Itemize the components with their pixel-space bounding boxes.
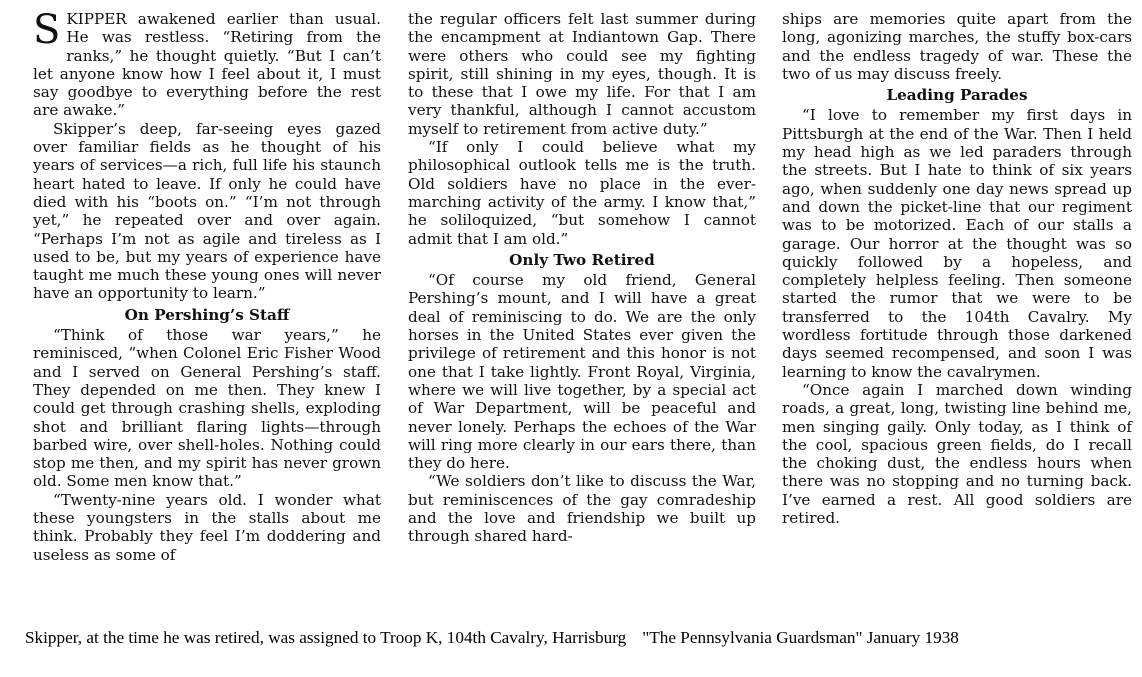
article-paragraph: the regular officers felt last summer during the encampment at Indiantown Gap. There were others who could see my fighting spirit, still shining in my eyes, though. It is to these that I owe my life. For that I am very thankful, although I cannot accustom myself to retirement from active duty.”	[408, 10, 756, 138]
paragraph-text: KIPPER awakened earlier than usual. He was restless. “Retiring from the ranks,” he thought quietly. “But I can’t let anyone know how I feel about it, I must say goodbye to everything before the rest are awake.”	[33, 10, 381, 120]
drop-cap: S	[33, 7, 61, 53]
article-paragraph: ships are memories quite apart from the long, agonizing marches, the stuffy box-cars and the endless tragedy of war. These the two of us may discuss freely.	[782, 10, 1132, 83]
article-paragraph: “I love to remember my first days in Pittsburgh at the end of the War. Then I held my head high as we led paraders through the streets. But I hate to think of six years ago, when suddenly one day news spread up and down the picket-line that our regiment was to be motorized. Each of our stalls a garage. Our horror at the thought was so quickly followed by a hopeless, and completely helpless feeling. Then someone started the rumor that we were to be transferred to the 104th Cavalry. My wordless fortitude through those darkened days seemed recompensed, and soon I was learning to know the cavalrymen.	[782, 106, 1132, 381]
caption-source: "The Pennsylvania Guardsman" January 1938	[642, 628, 959, 647]
article-paragraph: Skipper’s deep, far-seeing eyes gazed over familiar fields as he thought of his years of services—a rich, full life his staunch heart hated to leave. If only he could have died with his “boots on.” “I’m not through yet,” he repeated over and over again. “Perhaps I’m not as agile and tireless as I used to be, but my years of experience have taught me much these young ones will never have an opportunity to learn.”	[33, 119, 381, 303]
article-paragraph	[33, 7, 381, 120]
section-heading: On Pershing’s Staff	[124, 305, 290, 324]
caption-text: Skipper, at the time he was retired, was assigned to Troop K, 104th Cavalry, Harrisburg	[25, 628, 627, 647]
section-heading: Only Two Retired	[509, 250, 655, 269]
photo-caption	[25, 628, 1142, 648]
article-column-2	[408, 10, 756, 546]
article-paragraph: “We soldiers don’t like to discuss the War, but reminiscences of the gay comradeship and the love and friendship we built up through shared hard-	[408, 472, 756, 546]
article-paragraph: “Once again I marched down winding roads, a great, long, twisting line behind me, men singing gaily. Only today, as I think of the cool, spacious green fields, do I recall the choking dust, the endless hours when there was no stopping and no turning back. I’ve earned a rest. All good soldiers are retired.	[782, 380, 1132, 528]
article-paragraph: “Of course my old friend, General Pershing’s mount, and I will have a great deal of reminiscing to do. We are the only horses in the United States ever given the privilege of retirement and this honor is not one that I take lightly. Front Royal, Virginia, where we will live together, by a special act of War Department, will be peaceful and never lonely. Perhaps the echoes of the War will ring more clearly in our ears there, than they do here.	[408, 271, 756, 473]
section-heading: Leading Parades	[886, 86, 1028, 105]
article-column-3	[782, 10, 1132, 527]
article-paragraph: “Twenty-nine years old. I wonder what these youngsters in the stalls about me think. Probably they feel I’m doddering and useless as some of	[33, 490, 381, 564]
article-paragraph: “If only I could believe what my philosophical outlook tells me is the truth. Old soldiers have no place in the ever-marching activity of the army. I know that,” he soliloquized, “but somehow I cannot admit that I am old.”	[408, 138, 756, 248]
article-paragraph: “Think of those war years,” he reminisced, “when Colonel Eric Fisher Wood and I served on General Pershing’s staff. They depended on me then. They knew I could get through crashing shells, exploding shot and brilliant flaring lights—through barbed wire, over shell-holes. Nothing could stop me then, and my spirit has never grown old. Some men know that.”	[33, 326, 381, 491]
article-column-1	[33, 7, 381, 564]
